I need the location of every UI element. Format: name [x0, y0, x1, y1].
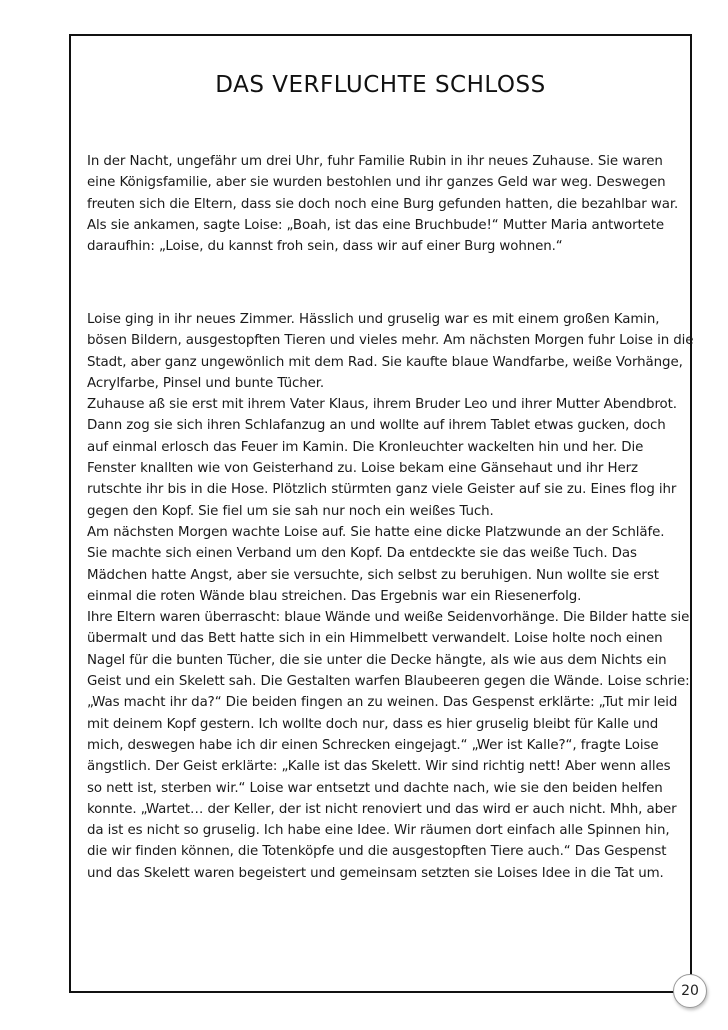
text-line: Sie machte sich einen Verband um den Kopf. Da entdeckte sie das weiße Tuch. Das	[87, 546, 637, 562]
text-line: die wir finden können, die Totenköpfe und die ausgestopften Tiere auch.“ Das Gespenst	[87, 844, 667, 860]
text-line: eine Königsfamilie, aber sie wurden bestohlen und ihr ganzes Geld war weg. Deswegen	[87, 175, 666, 191]
text-line: ängstlich. Der Geist erklärte: „Kalle ist das Skelett. Wir sind richtig nett! Aber wenn alles	[87, 759, 671, 775]
text-line: Am nächsten Morgen wachte Loise auf. Sie hatte eine dicke Platzwunde an der Schläfe.	[87, 524, 665, 540]
text-line: mich, deswegen habe ich dir einen Schrecken eingejagt.“ „Wer ist Kalle?“, fragte Loise	[87, 737, 659, 753]
text-line: freuten sich die Eltern, dass sie doch noch eine Burg gefunden hatten, die bezahlbar war.	[87, 196, 679, 212]
paragraph-main	[87, 309, 693, 884]
paragraph-intro	[87, 151, 693, 257]
text-line: Als sie ankamen, sagte Loise: „Boah, ist das eine Bruchbude!“ Mutter Maria antwortete	[87, 217, 665, 233]
text-line: Loise ging in ihr neues Zimmer. Hässlich und gruselig war es mit einem großen Kamin,	[87, 312, 660, 327]
text-line: „Was macht ihr da?“ Die beiden fingen an zu weinen. Das Gespenst erklärte: „Tut mir leid	[87, 695, 678, 711]
text-line: da ist es nicht so gruselig. Ich habe eine Idee. Wir räumen dort einfach alle Spinnen hin,	[87, 823, 670, 839]
text-line: rutschte ihr bis in die Hose. Plötzlich stürmten ganz viele Geister auf sie zu. Eines flog ihr	[87, 482, 677, 498]
text-line: so nett ist, sterben wir.“ Loise war entsetzt und dachte nach, wie sie den beiden helfen	[87, 780, 663, 796]
text-line: einmal die roten Wände blau streichen. Das Ergebnis war ein Riesenerfolg.	[87, 588, 582, 604]
text-line: gegen den Kopf. Sie fiel um sie sah nur noch ein weißes Tuch.	[87, 503, 494, 519]
text-line: Nagel für die bunten Tücher, die sie unter die Decke hängte, als wie aus dem Nichts ein	[87, 652, 667, 668]
text-line: daraufhin: „Loise, du kannst froh sein, dass wir auf einer Burg wohnen.“	[87, 239, 563, 255]
text-line: Acrylfarbe, Pinsel und bunte Tücher.	[87, 375, 325, 391]
text-line: bösen Bildern, ausgestopften Tieren und vieles mehr. Am nächsten Morgen fuhr Loise in die	[87, 333, 694, 349]
text-line: Ihre Eltern waren überrascht: blaue Wände und weiße Seidenvorhänge. Die Bilder hatte sie	[87, 610, 690, 626]
text-line: Mädchen hatte Angst, aber sie versuchte, sich selbst zu beruhigen. Nun wollte sie erst	[87, 567, 659, 583]
text-line: Zuhause aß sie erst mit ihrem Vater Klaus, ihrem Bruder Leo und ihrer Mutter Abendbrot.	[87, 397, 677, 413]
text-line: Fenster knallten wie von Geisterhand zu. Loise bekam eine Gänsehaut und ihr Herz	[87, 461, 638, 477]
text-line: und das Skelett waren begeistert und gemeinsam setzten sie Loises Idee in die Tat um.	[87, 865, 664, 881]
text-line: In der Nacht, ungefähr um drei Uhr, fuhr Familie Rubin in ihr neues Zuhause. Sie waren	[87, 154, 663, 169]
text-line: Geist und ein Skelett sah. Die Gestalten warfen Blaubeeren gegen die Wände. Loise schrie:	[87, 674, 690, 690]
story-title: DAS VERFLUCHTE SCHLOSS	[215, 72, 546, 98]
text-line: übermalt und das Bett hatte sich in ein Himmelbett verwandelt. Loise holte noch einen	[87, 631, 663, 647]
text-line: mit deinem Kopf gestern. Ich wollte doch nur, dass es hier gruselig bleibt für Kalle und	[87, 716, 659, 732]
text-line: auf einmal erlosch das Feuer im Kamin. Die Kronleuchter wackelten hin und her. Die	[87, 439, 644, 455]
text-line: Stadt, aber ganz ungewönlich mit dem Rad. Sie kaufte blaue Wandfarbe, weiße Vorhänge,	[87, 354, 683, 370]
page-number-badge: 20	[673, 974, 707, 1008]
text-line: Dann zog sie sich ihren Schlafanzug an und wollte auf ihrem Tablet etwas gucken, doch	[87, 418, 666, 434]
text-line: konnte. „Wartet… der Keller, der ist nicht renoviert und das wird er auch nicht. Mhh, aber	[87, 801, 677, 817]
